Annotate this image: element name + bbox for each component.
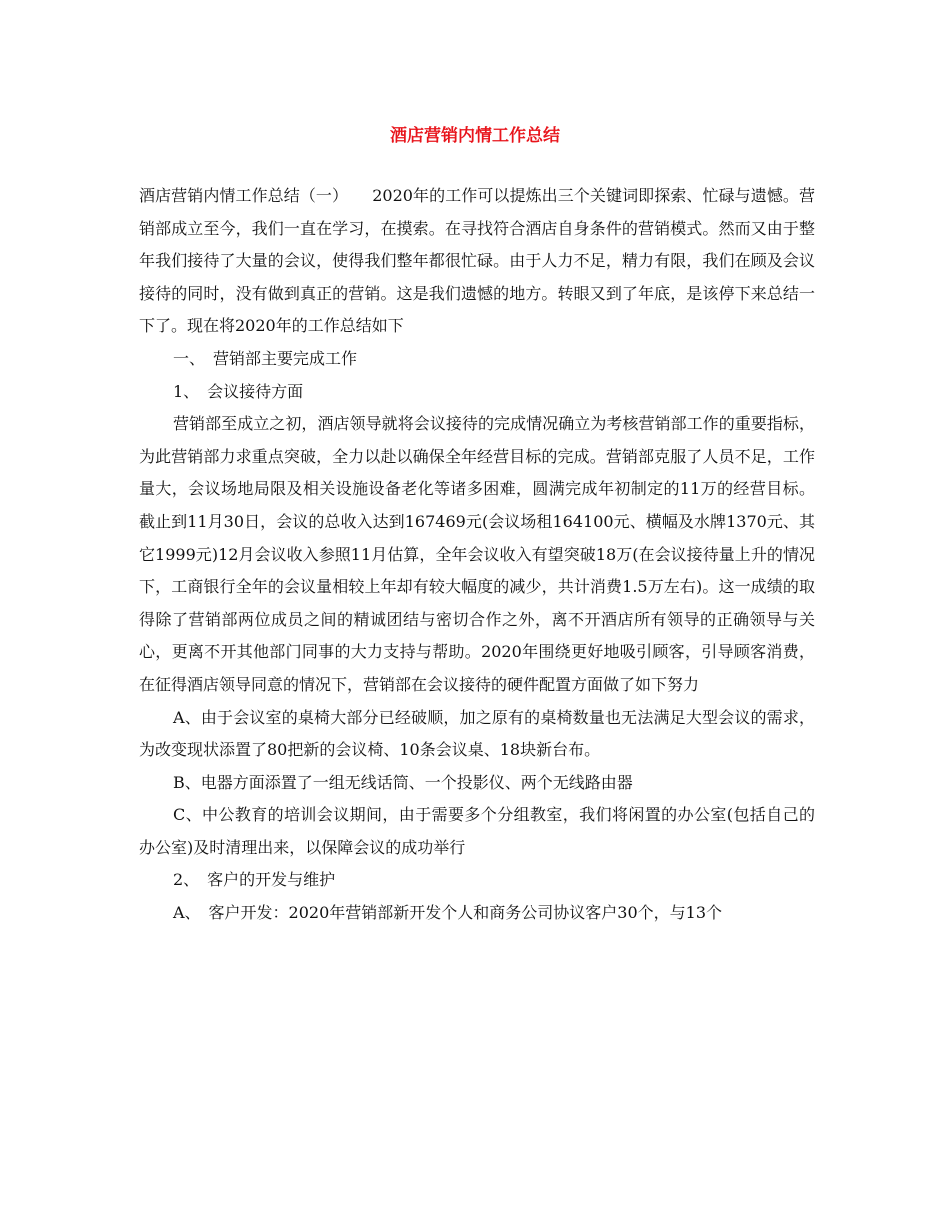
paragraph-client-development: A、 客户开发：2020年营销部新开发个人和商务公司协议客户30个，与13个 <box>173 903 722 923</box>
subsection-heading-clients: 2、 客户的开发与维护 <box>173 870 336 890</box>
section-heading-main-work: 一、 营销部主要完成工作 <box>173 348 358 368</box>
document-title: 酒店营销内情工作总结 <box>390 126 560 146</box>
subsection-heading-meetings: 1、 会议接待方面 <box>173 381 304 401</box>
paragraph-item-b: B、电器方面添置了一组无线话筒、一个投影仪、两个无线路由器 <box>173 772 633 792</box>
paragraph-intro: 酒店营销内情工作总结（一） 2020年的工作可以提炼出三个关键词即探索、忙碌与遗憾。营销部成立至今，我们一直在学习，在摸索。在寻找符合酒店自身条件的营销模式。然而又由于整年我们接待了大量的会议，使得我们整年都很忙碌。由于人力不足，精力有限，我们在顾及会议接待的同时，没有做到真正的营销。这是我们遗憾的地方。转眼又到了年底，是该停下来总结一下了。现在将2020年的工作总结如下 <box>139 186 815 336</box>
paragraph-meetings: 营销部至成立之初，酒店领导就将会议接待的完成情况确立为考核营销部工作的重要指标，为此营销部力求重点突破，全力以赴以确保全年经营目标的完成。营销部克服了人员不足，工作量大，会议场地局限及相关设施设备老化等诸多困难，圆满完成年初制定的11万的经营目标。截止到11月30日，会议的总收入达到167469元(会议场租164100元、横幅及水牌1370元、其它1999元)12月会议收入参照11月估算，全年会议收入有望突破18万(在会议接待量上升的情况下，工商银行全年的会议量相较上年却有较大幅度的减少，共计消费1.5万左右)。这一成绩的取得除了营销部两位成员之间的精诚团结与密切合作之外，离不开酒店所有领导的正确领导与关心，更离不开其他部门同事的大力支持与帮助。2020年围绕更好地吸引顾客，引导顾客消费，在征得酒店领导同意的情况下，营销部在会议接待的硬件配置方面做了如下努力 <box>139 414 815 694</box>
document-body <box>139 180 815 930</box>
paragraph-item-a: A、由于会议室的桌椅大部分已经破顺，加之原有的桌椅数量也无法满足大型会议的需求，为改变现状添置了80把新的会议椅、10条会议桌、18块新台布。 <box>139 707 815 760</box>
paragraph-item-c: C、中公教育的培训会议期间，由于需要多个分组教室，我们将闲置的办公室(包括自己的办公室)及时清理出来，以保障会议的成功举行 <box>139 805 815 857</box>
